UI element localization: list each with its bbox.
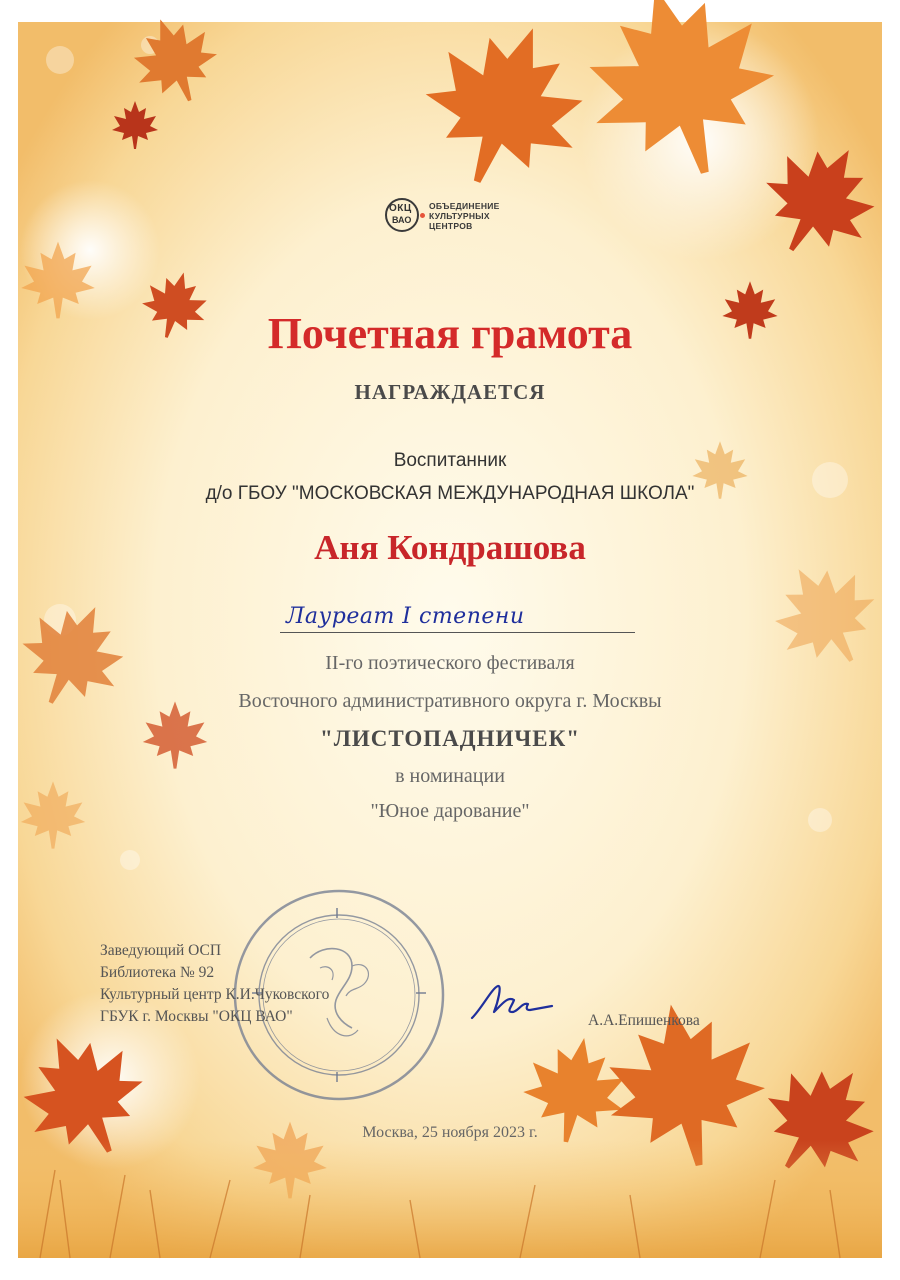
- certificate-title: Почетная грамота: [267, 309, 633, 358]
- signatory-block: [100, 940, 329, 1028]
- awarded-heading: НАГРАЖДАЕТСЯ: [354, 380, 546, 404]
- logo-name-line: ЦЕНТРОВ: [429, 221, 473, 231]
- recipient-role: Воспитанник: [393, 450, 507, 471]
- signatory-name: А.А.Епишенкова: [588, 1012, 700, 1029]
- recipient-name: Аня Кондрашова: [314, 528, 586, 567]
- festival-name: "ЛИСТОПАДНИЧЕК": [319, 726, 581, 751]
- place-date: Москва, 25 ноября 2023 г.: [362, 1124, 538, 1141]
- organization: д/о ГБОУ "МОСКОВСКАЯ МЕЖДУНАРОДНАЯ ШКОЛА": [205, 483, 695, 504]
- signatory-line: Культурный центр К.И.Чуковского: [100, 986, 330, 1003]
- handwritten-signature: [468, 978, 558, 1028]
- nomination: "Юное дарование": [370, 800, 530, 822]
- festival-line-2: Восточного административного округа г. Москвы: [238, 690, 662, 712]
- logo-name: [429, 201, 500, 231]
- signatory-line: Библиотека № 92: [100, 964, 215, 981]
- handwritten-award: Лауреат I степени: [286, 604, 525, 629]
- signatory-line: ГБУК г. Москвы "ОКЦ ВАО": [100, 1008, 293, 1025]
- logo-name-line: ОБЪЕДИНЕНИЕ: [429, 201, 500, 211]
- award-underline: [280, 632, 635, 633]
- logo-abbr-bottom: ВАО: [392, 215, 412, 225]
- nomination-intro: в номинации: [395, 765, 505, 787]
- okc-vao-logo: [385, 198, 545, 240]
- logo-dot-icon: [420, 213, 425, 218]
- festival-line-1: II-го поэтического фестиваля: [325, 652, 575, 674]
- logo-name-line: КУЛЬТУРНЫХ: [429, 211, 490, 221]
- signatory-line: Заведующий ОСП: [100, 942, 222, 959]
- logo-abbr-top: ОКЦ: [389, 203, 412, 214]
